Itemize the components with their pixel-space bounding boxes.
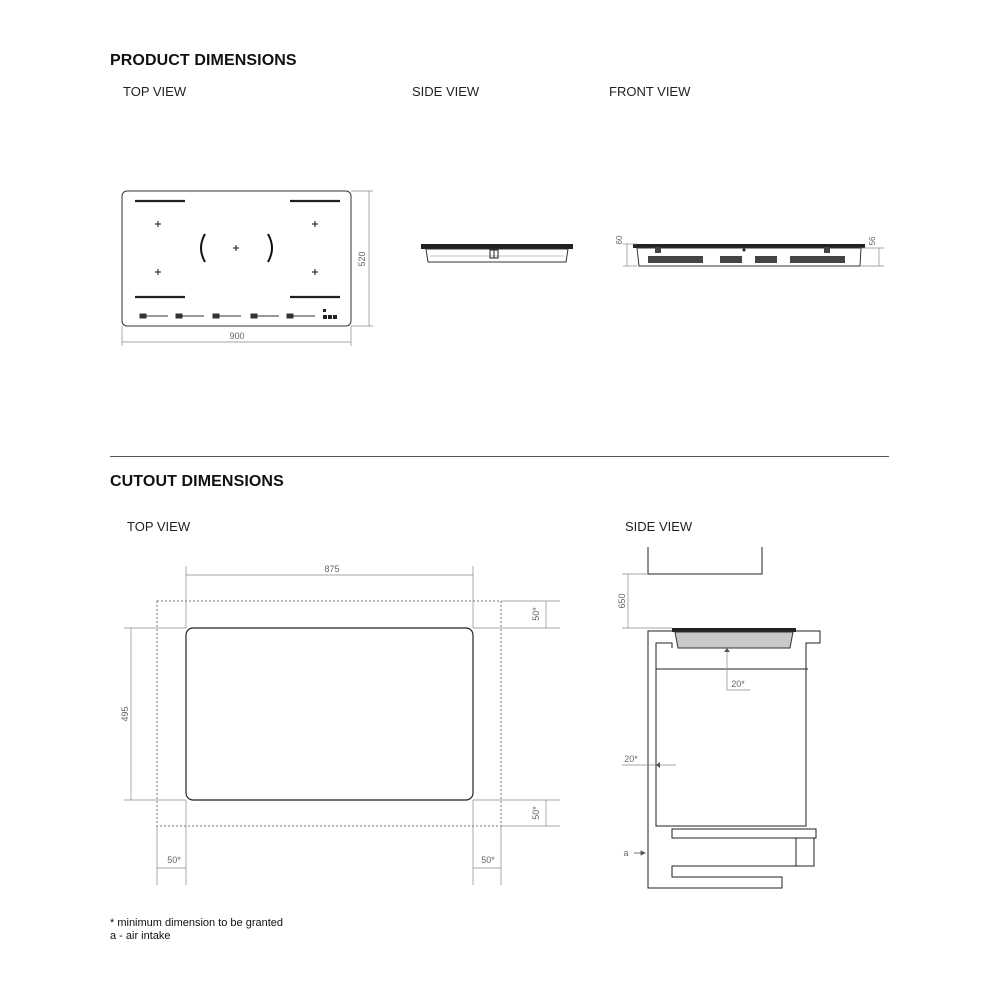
front-height-left-label: 60	[615, 235, 624, 245]
gap-side-label: 20*	[624, 754, 638, 764]
margin-top-label: 50*	[531, 607, 541, 621]
width-label: 900	[229, 331, 245, 341]
air-intake-marker: a	[623, 848, 629, 858]
product-dimensions-title: PRODUCT DIMENSIONS	[110, 52, 297, 69]
depth-label: 520	[357, 251, 367, 267]
product-top-view-label: TOP VIEW	[123, 84, 187, 99]
product-side-view-label: SIDE VIEW	[412, 84, 480, 99]
cutout-side-view-label: SIDE VIEW	[625, 519, 693, 534]
front-height-right-label: 56	[868, 236, 877, 246]
footnote-minimum-dimension: * minimum dimension to be granted	[110, 917, 284, 929]
clearance-above-label: 650	[617, 593, 627, 609]
cutout-depth-label: 495	[120, 706, 130, 722]
margin-left-label: 50*	[167, 855, 181, 865]
product-front-view-label: FRONT VIEW	[609, 84, 691, 99]
margin-bottom-label: 50*	[531, 806, 541, 820]
cutout-width-label: 875	[324, 564, 340, 574]
footnote-air-intake: a - air intake	[110, 930, 171, 942]
margin-right-label: 50*	[481, 855, 495, 865]
gap-below-label: 20*	[731, 679, 745, 689]
cutout-top-view-label: TOP VIEW	[127, 519, 191, 534]
cutout-dimensions-title: CUTOUT DIMENSIONS	[110, 473, 284, 490]
